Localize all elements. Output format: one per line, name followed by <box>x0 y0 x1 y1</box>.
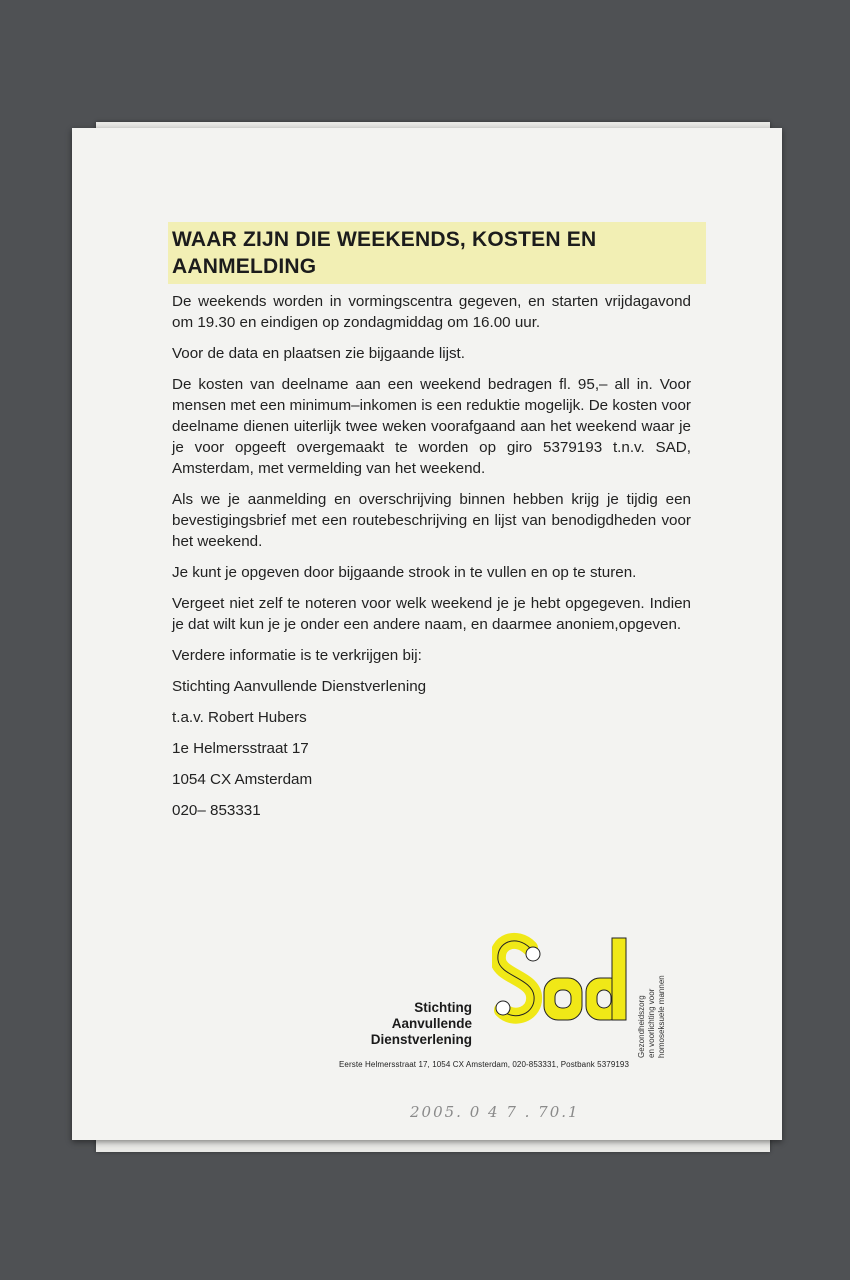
organization-tagline <box>637 948 747 1058</box>
archive-number: 2005. 0 4 7 . 70.1 <box>410 1103 580 1121</box>
organization-name <box>362 1000 472 1048</box>
contact-person: t.a.v. Robert Hubers <box>172 709 307 726</box>
contact-organization: Stichting Aanvullende Dienstverlening <box>172 678 427 695</box>
logo-letter-d <box>586 938 626 1020</box>
document-body <box>172 291 691 831</box>
tagline-line: en voorlichting voor <box>647 988 656 1058</box>
contact-city: 1054 CX Amsterdam <box>172 771 313 788</box>
paragraph-dates: Voor de data en plaatsen zie bijgaande lijst. <box>172 345 465 362</box>
org-line: Stichting <box>414 1000 472 1015</box>
contact-block <box>172 676 691 821</box>
logo-letter-s <box>496 941 540 1016</box>
paragraph-signup: Je kunt je opgeven door bijgaande strook in te vullen en op te sturen. <box>172 564 637 581</box>
paragraph-anonymous: Vergeet niet zelf te noteren voor welk weekend je je hebt opgegeven. Indien je dat wilt kun je je onder een andere naam, en daarmee anoniem,opgeven. <box>172 595 691 633</box>
paragraph-info: Verdere informatie is te verkrijgen bij: <box>172 647 422 664</box>
footer-address: Eerste Helmersstraat 17, 1054 CX Amsterdam, 020-853331, Postbank 5379193 <box>339 1060 630 1069</box>
page-heading: WAAR ZIJN DIE WEEKENDS, KOSTEN EN AANMELDING <box>168 222 706 284</box>
tagline-line: homoseksuele mannen <box>657 975 666 1058</box>
org-line: Aanvullende <box>391 1016 472 1031</box>
contact-phone: 020– 853331 <box>172 802 261 819</box>
logo-letter-a <box>544 978 582 1020</box>
paragraph-costs: De kosten van deelname aan een weekend bedragen fl. 95,– all in. Voor mensen met een minimum–inkomen is een reduktie mogelijk. De kosten voor deelname dienen uiterlijk twee weken voorafgaand aan het weekend waar je je voor opgeeft overgemaakt te worden op giro 5379193 t.n.v. SAD, Amsterdam, met vermelding van het weekend. <box>172 376 691 477</box>
contact-street: 1e Helmersstraat 17 <box>172 740 309 757</box>
tagline-line: Gezondheidszorg <box>637 995 646 1058</box>
sad-logo <box>492 930 632 1040</box>
document-page <box>72 128 782 1140</box>
paragraph-schedule: De weekends worden in vormingscentra gegeven, en starten vrijdagavond om 19.30 en eindigen op zondagmiddag om 16.00 uur. <box>172 293 691 331</box>
org-line: Dienstverlening <box>370 1032 472 1047</box>
paragraph-confirmation: Als we je aanmelding en overschrijving binnen hebben krijg je tijdig een bevestigingsbrief met een routebeschrijving en lijst van benodigdheden voor het weekend. <box>172 491 691 550</box>
